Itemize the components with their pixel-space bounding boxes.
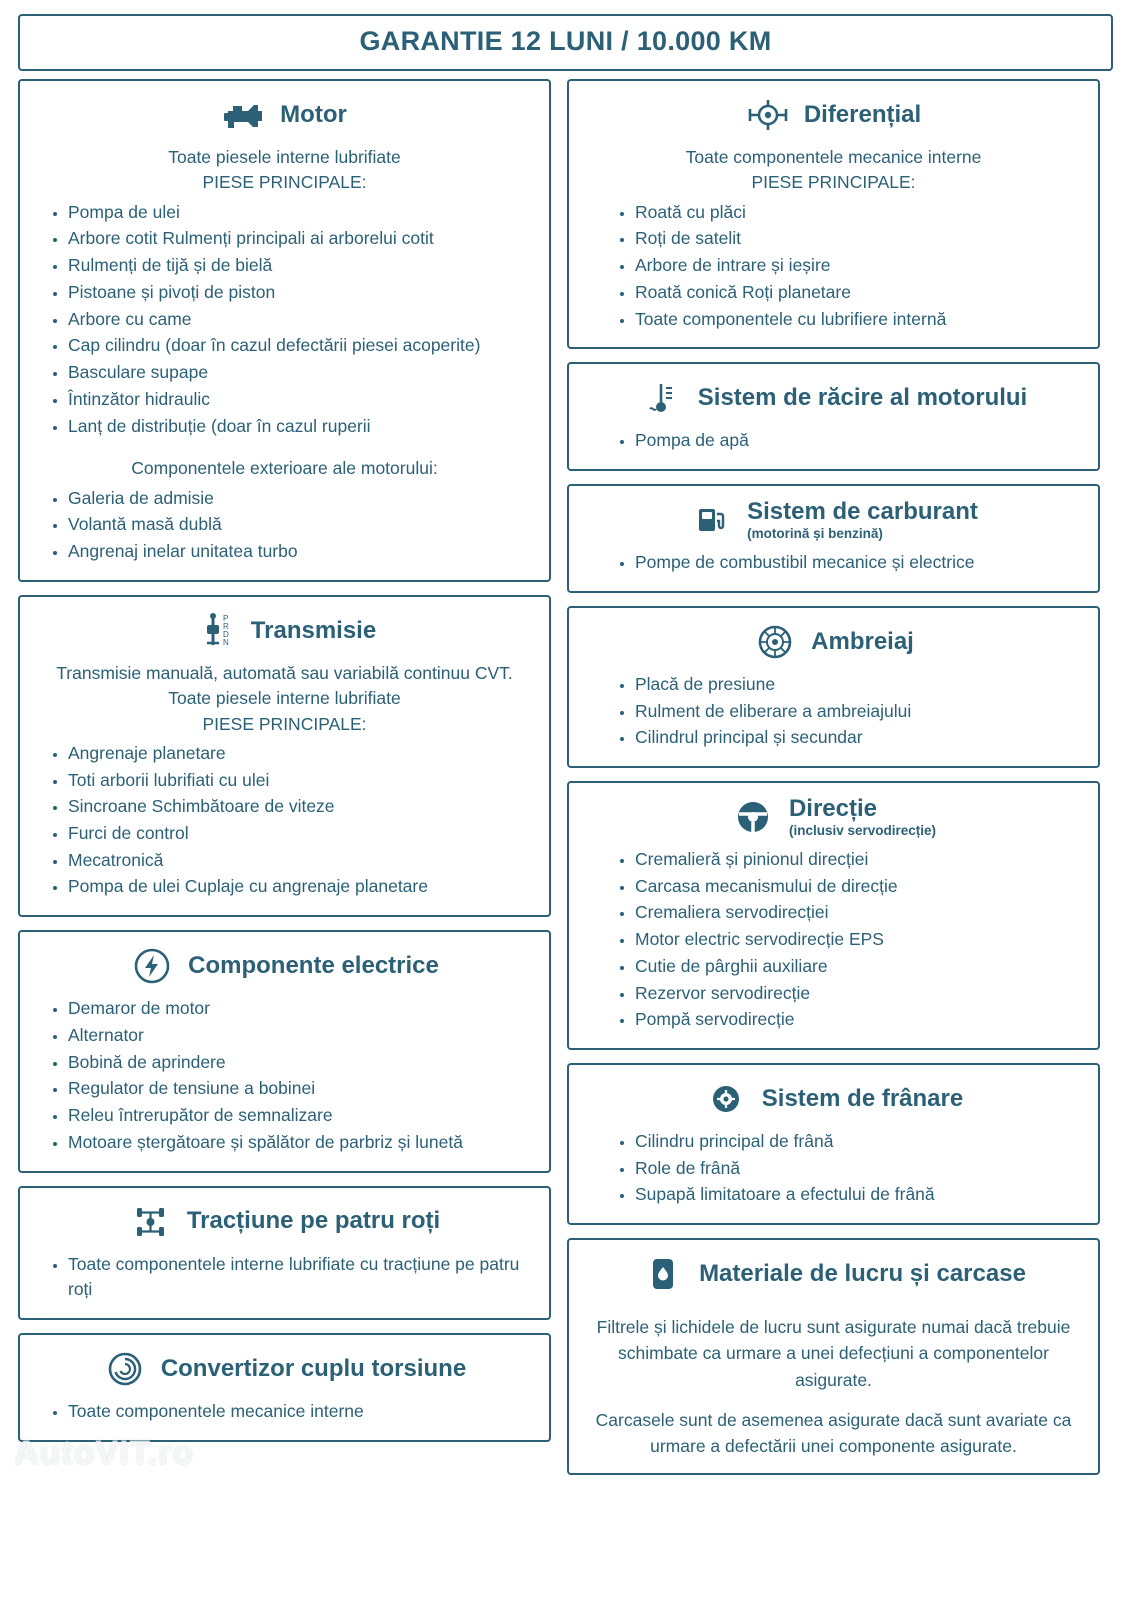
clutch-disc-icon xyxy=(753,620,797,664)
section-title: Transmisie xyxy=(250,616,377,644)
list-item: • Motor electric servodirecție EPS xyxy=(635,927,1084,953)
list-item: • Mecatronică xyxy=(68,848,535,874)
item-list xyxy=(583,200,1084,333)
section-title: Sistem de răcire al motorului xyxy=(697,384,1028,412)
section-title: Convertizor cuplu torsiune xyxy=(160,1354,467,1382)
item-list xyxy=(583,428,1084,454)
fuel-pump-icon xyxy=(689,498,733,542)
section-carburant xyxy=(567,484,1100,593)
item-list xyxy=(583,550,1084,576)
list-item: • Releu întrerupător de semnalizare xyxy=(68,1103,535,1129)
list-item: • Supapă limitatoare a efectului de frână xyxy=(635,1182,1084,1208)
spacer xyxy=(34,440,535,454)
content-columns xyxy=(18,79,1113,1475)
section-header xyxy=(34,1200,535,1244)
section-title: Ambreiaj xyxy=(811,627,914,655)
section-header xyxy=(34,93,535,137)
list-item: • Rulment de eliberare a ambreiajului xyxy=(635,699,1084,725)
gear-selector-icon xyxy=(193,609,237,653)
item-list xyxy=(583,847,1084,1033)
section-intro xyxy=(34,145,535,196)
list-item: • Rezervor servodirecție xyxy=(635,981,1084,1007)
section-racire xyxy=(567,362,1100,471)
list-item: • Alternator xyxy=(68,1023,535,1049)
page-title: GARANTIE 12 LUNI / 10.000 KM xyxy=(359,26,772,56)
section-header xyxy=(583,376,1084,420)
section-title: Tracțiune pe patru roți xyxy=(186,1207,441,1235)
section-transmisie xyxy=(18,595,551,917)
list-item: • Arbore de intrare și ieșire xyxy=(635,253,1084,279)
section-header xyxy=(583,93,1084,137)
section-subtitle: (motorină și benzină) xyxy=(747,526,883,542)
torque-converter-icon xyxy=(103,1347,147,1391)
intro-line: Toate componentele mecanice interne xyxy=(685,147,982,167)
section-intro xyxy=(34,661,535,737)
list-item: • Pompa de ulei xyxy=(68,200,535,226)
section-title: Componente electrice xyxy=(188,951,439,979)
intro-line: Toate piesele interne lubrifiate xyxy=(168,688,401,709)
list-item: • Toti arborii lubrifiati cu ulei xyxy=(68,768,535,794)
list-item: • Furci de control xyxy=(68,821,535,847)
list-item: • Angrenaj inelar unitatea turbo xyxy=(68,539,535,565)
thermometer-icon xyxy=(640,376,684,420)
list-item: • Arbore cu came xyxy=(68,307,535,333)
svg-text:P: P xyxy=(222,613,229,623)
section-header xyxy=(583,498,1084,542)
engine-icon xyxy=(222,93,266,137)
list-item: • Regulator de tensiune a bobinei xyxy=(68,1076,535,1102)
section-header xyxy=(583,795,1084,839)
list-item: • Angrenaje planetare xyxy=(68,741,535,767)
document-title-bar xyxy=(18,14,1113,71)
oil-drop-icon xyxy=(641,1252,685,1296)
four-wheel-drive-icon xyxy=(129,1200,173,1244)
list-item: • Toate componentele cu lubrifiere internă xyxy=(635,307,1084,333)
list-item: • Pompa de ulei Cuplaje cu angrenaje planetare xyxy=(68,874,535,900)
list-item: • Toate componentele mecanice interne xyxy=(68,1399,535,1425)
item-list xyxy=(34,1399,535,1425)
list-item: • Pistoane și pivoți de piston xyxy=(68,280,535,306)
list-item: • Roată cu plăci xyxy=(635,200,1084,226)
watermark: AutoVIT.ro xyxy=(14,1434,194,1473)
list-item: • Galeria de admisie xyxy=(68,486,535,512)
section-franare xyxy=(567,1063,1100,1225)
item-list-secondary xyxy=(34,486,535,565)
section-header xyxy=(34,1347,535,1391)
section-materiale xyxy=(567,1238,1100,1475)
section-tractiune xyxy=(18,1186,551,1320)
list-item: • Lanț de distribuție (doar în cazul ruperii xyxy=(68,414,535,440)
item-list xyxy=(34,1252,535,1303)
section-header xyxy=(34,944,535,988)
list-item: • Sincroane Schimbătoare de viteze xyxy=(68,794,535,820)
section-directie xyxy=(567,781,1100,1050)
svg-text:R: R xyxy=(222,621,229,631)
list-item: • Întinzător hidraulic xyxy=(68,387,535,413)
item-list xyxy=(34,741,535,900)
paragraph: Carcasele sunt de asemenea asigurate dacă sunt avariate ca urmare a defectării unei componente asigurate. xyxy=(595,1409,1072,1457)
section-header xyxy=(34,609,535,653)
paragraph: Filtrele și lichidele de lucru sunt asigurate numai dacă trebuie schimbate ca urmare a unei defecțiuni a componentelor asigurate. xyxy=(596,1317,1071,1390)
intro-line: PIESE PRINCIPALE: xyxy=(202,713,367,734)
list-item: • Bobină de aprindere xyxy=(68,1050,535,1076)
svg-text:D: D xyxy=(222,629,229,639)
differential-icon xyxy=(746,93,790,137)
intro-line: PIESE PRINCIPALE: xyxy=(202,172,367,193)
list-item: • Cutie de pârghii auxiliare xyxy=(635,954,1084,980)
section-title: Motor xyxy=(280,100,347,128)
right-column xyxy=(567,79,1100,1475)
section-intro xyxy=(583,145,1084,196)
section-title: Diferențial xyxy=(803,100,922,128)
section-title: Materiale de lucru și carcase xyxy=(699,1259,1026,1287)
item-list xyxy=(583,1129,1084,1208)
list-item: • Cilindru principal de frână xyxy=(635,1129,1084,1155)
list-item: • Pompe de combustibil mecanice și electrice xyxy=(635,550,1084,576)
steering-wheel-icon xyxy=(731,795,775,839)
list-item: • Roți de satelit xyxy=(635,226,1084,252)
intro-line: Transmisie manuală, automată sau variabilă continuu CVT. xyxy=(56,662,513,683)
section-title: Sistem de frânare xyxy=(761,1084,964,1112)
lightning-bolt-icon xyxy=(130,944,174,988)
section-motor xyxy=(18,79,551,582)
section-title: Sistem de carburant xyxy=(747,497,978,525)
left-column xyxy=(18,79,551,1442)
item-list xyxy=(34,996,535,1155)
list-item: • Basculare supape xyxy=(68,360,535,386)
section-ambreiaj xyxy=(567,606,1100,768)
list-item: • Rulmenți de tijă și de bielă xyxy=(68,253,535,279)
item-list xyxy=(34,200,535,439)
section-convertizor xyxy=(18,1333,551,1442)
intro-line: Toate piesele interne lubrifiate xyxy=(168,147,401,167)
list-item: • Motoare ștergătoare și spălător de parbriz și lunetă xyxy=(68,1130,535,1156)
list-item: • Arbore cotit Rulmenți principali ai arborelui cotit xyxy=(68,226,535,252)
section-title: Direcție xyxy=(788,794,878,822)
section-header xyxy=(583,1077,1084,1121)
list-item: • Toate componentele interne lubrifiate cu tracțiune pe patru roți xyxy=(68,1252,535,1303)
list-item: • Cap cilindru (doar în cazul defectării piesei acoperite) xyxy=(68,333,535,359)
list-item: • Cremalieră și pinionul direcției xyxy=(635,847,1084,873)
subsection-title: Componentele exterioare ale motorului: xyxy=(131,458,438,479)
list-item: • Pompă servodirecție xyxy=(635,1007,1084,1033)
list-item: • Carcasa mecanismului de direcție xyxy=(635,874,1084,900)
intro-line: PIESE PRINCIPALE: xyxy=(751,172,916,193)
section-componente-electrice xyxy=(18,930,551,1172)
list-item: • Cremaliera servodirecției xyxy=(635,900,1084,926)
item-list xyxy=(583,672,1084,751)
list-item: • Pompa de apă xyxy=(635,428,1084,454)
section-header xyxy=(583,620,1084,664)
list-item: • Demaror de motor xyxy=(68,996,535,1022)
brake-disc-icon xyxy=(704,1077,748,1121)
section-diferential xyxy=(567,79,1100,349)
list-item: • Placă de presiune xyxy=(635,672,1084,698)
list-item: • Role de frână xyxy=(635,1156,1084,1182)
list-item: • Roată conică Roți planetare xyxy=(635,280,1084,306)
list-item: • Volantă masă dublă xyxy=(68,512,535,538)
list-item: • Cilindrul principal și secundar xyxy=(635,725,1084,751)
section-subtitle: (inclusiv servodirecție) xyxy=(788,823,937,839)
svg-text:N: N xyxy=(222,637,229,647)
section-header xyxy=(583,1252,1084,1296)
